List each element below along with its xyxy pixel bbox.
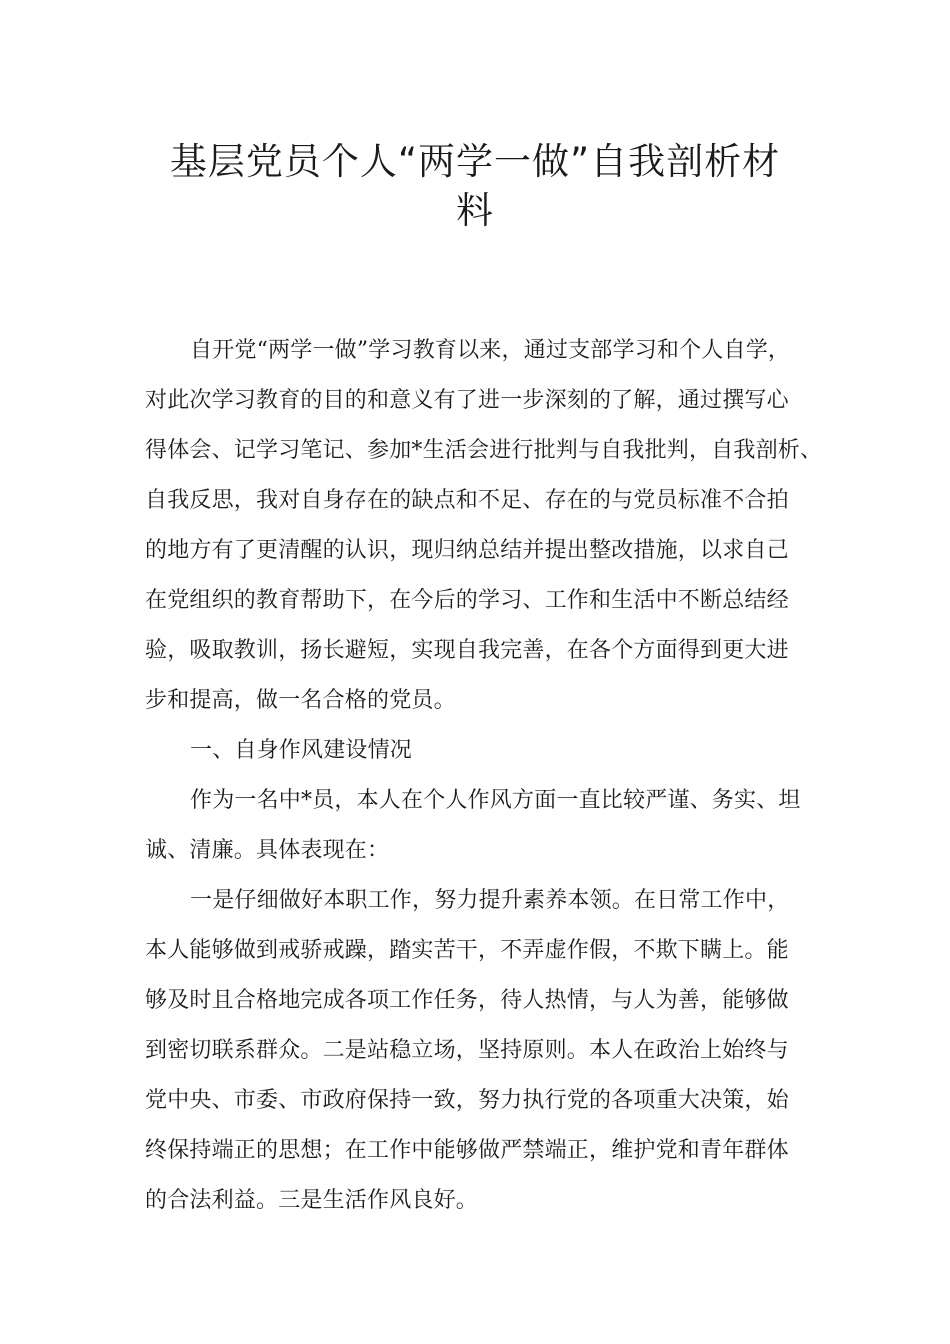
paragraph-3-line-7: 的合法利益。三是生活作风良好。 <box>145 1188 479 1213</box>
paragraph-3-line-4: 到密切联系群众。二是站稳立场，坚持原则。本人在政治上始终与 <box>145 1038 789 1063</box>
paragraph-1-line-5: 的地方有了更清醒的认识，现归纳总结并提出整改措施，以求自己 <box>145 538 789 563</box>
paragraph-2-line-2: 诚、清廉。具体表现在： <box>145 838 390 863</box>
document-title-line-2: 料 <box>456 189 494 232</box>
paragraph-1-line-2: 对此次学习教育的目的和意义有了进一步深刻的了解，通过撰写心 <box>145 388 789 413</box>
paragraph-1-line-7: 验，吸取教训，扬长避短，实现自我完善，在各个方面得到更大进 <box>145 638 789 663</box>
paragraph-3-line-3: 够及时且合格地完成各项工作任务，待人热情，与人为善，能够做 <box>145 988 789 1013</box>
paragraph-1-line-4: 自我反思，我对自身存在的缺点和不足、存在的与党员标准不合拍 <box>145 488 789 513</box>
paragraph-1-line-8: 步和提高，做一名合格的党员。 <box>145 688 456 713</box>
paragraph-2-line-1: 作为一名中*员，本人在个人作风方面一直比较严谨、务实、坦 <box>190 788 801 813</box>
paragraph-3-line-2: 本人能够做到戒骄戒躁，踏实苦干，不弄虚作假，不欺下瞒上。能 <box>145 938 789 963</box>
paragraph-1-line-6: 在党组织的教育帮助下，在今后的学习、工作和生活中不断总结经 <box>145 588 789 613</box>
paragraph-1-line-3: 得体会、记学习笔记、参加*生活会进行批判与自我批判，自我剖析、 <box>145 438 823 463</box>
paragraph-3-line-6: 终保持端正的思想；在工作中能够做严禁端正，维护党和青年群体 <box>145 1138 789 1163</box>
document-title-line-1: 基层党员个人“两学一做”自我剖析材 <box>169 140 781 183</box>
paragraph-3-line-5: 党中央、市委、市政府保持一致，努力执行党的各项重大决策，始 <box>145 1088 789 1113</box>
paragraph-1-line-1: 自开党“两学一做”学习教育以来，通过支部学习和个人自学， <box>190 338 791 363</box>
paragraph-3-line-1: 一是仔细做好本职工作，努力提升素养本领。在日常工作中， <box>190 888 790 913</box>
section-heading-1: 一、自身作风建设情况 <box>190 738 413 763</box>
